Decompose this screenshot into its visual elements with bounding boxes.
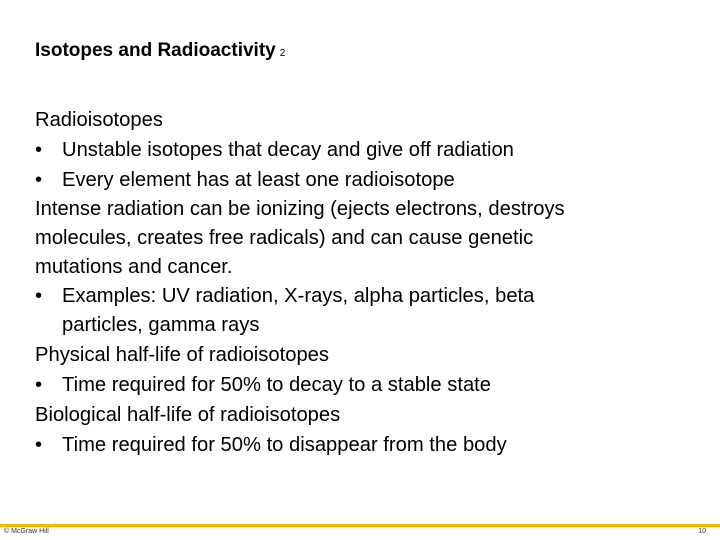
slide-title-text: Isotopes and Radioactivity (35, 40, 276, 61)
bullet-item (35, 282, 695, 311)
bullet-icon: • (35, 169, 43, 191)
heading-radioisotopes: Radioisotopes (35, 109, 163, 131)
bullet-continuation: particles, gamma rays (62, 314, 260, 336)
bullet-text: Time required for 50% to disappear from the body (62, 434, 507, 456)
bullet-text: Every element has at least one radioisotope (62, 169, 455, 191)
heading-biological-half-life: Biological half-life of radioisotopes (35, 404, 341, 426)
copyright-text: © McGraw Hill (4, 528, 49, 535)
heading-physical-half-life: Physical half-life of radioisotopes (35, 344, 329, 366)
paragraph-line: Intense radiation can be ionizing (ejects electrons, destroys (35, 198, 565, 220)
bullet-icon: • (35, 139, 43, 161)
slide-title-suffix: 2 (279, 48, 286, 59)
bullet-icon: • (35, 374, 43, 396)
slide-title (35, 40, 285, 62)
bullet-icon: • (35, 285, 43, 307)
slide-body (35, 105, 695, 460)
footer-divider (0, 524, 720, 527)
bullet-item (35, 370, 695, 400)
page-number: 10 (698, 528, 706, 535)
bullet-item (35, 165, 695, 195)
paragraph-line: mutations and cancer. (35, 256, 233, 278)
bullet-item (35, 135, 695, 165)
bullet-text: Unstable isotopes that decay and give off radiation (62, 139, 514, 161)
bullet-icon: • (35, 434, 43, 456)
bullet-item (35, 430, 695, 460)
bullet-text: Time required for 50% to decay to a stable state (62, 374, 492, 396)
bullet-text: Examples: UV radiation, X-rays, alpha particles, beta (62, 285, 535, 307)
paragraph-line: molecules, creates free radicals) and can cause genetic (35, 227, 534, 249)
